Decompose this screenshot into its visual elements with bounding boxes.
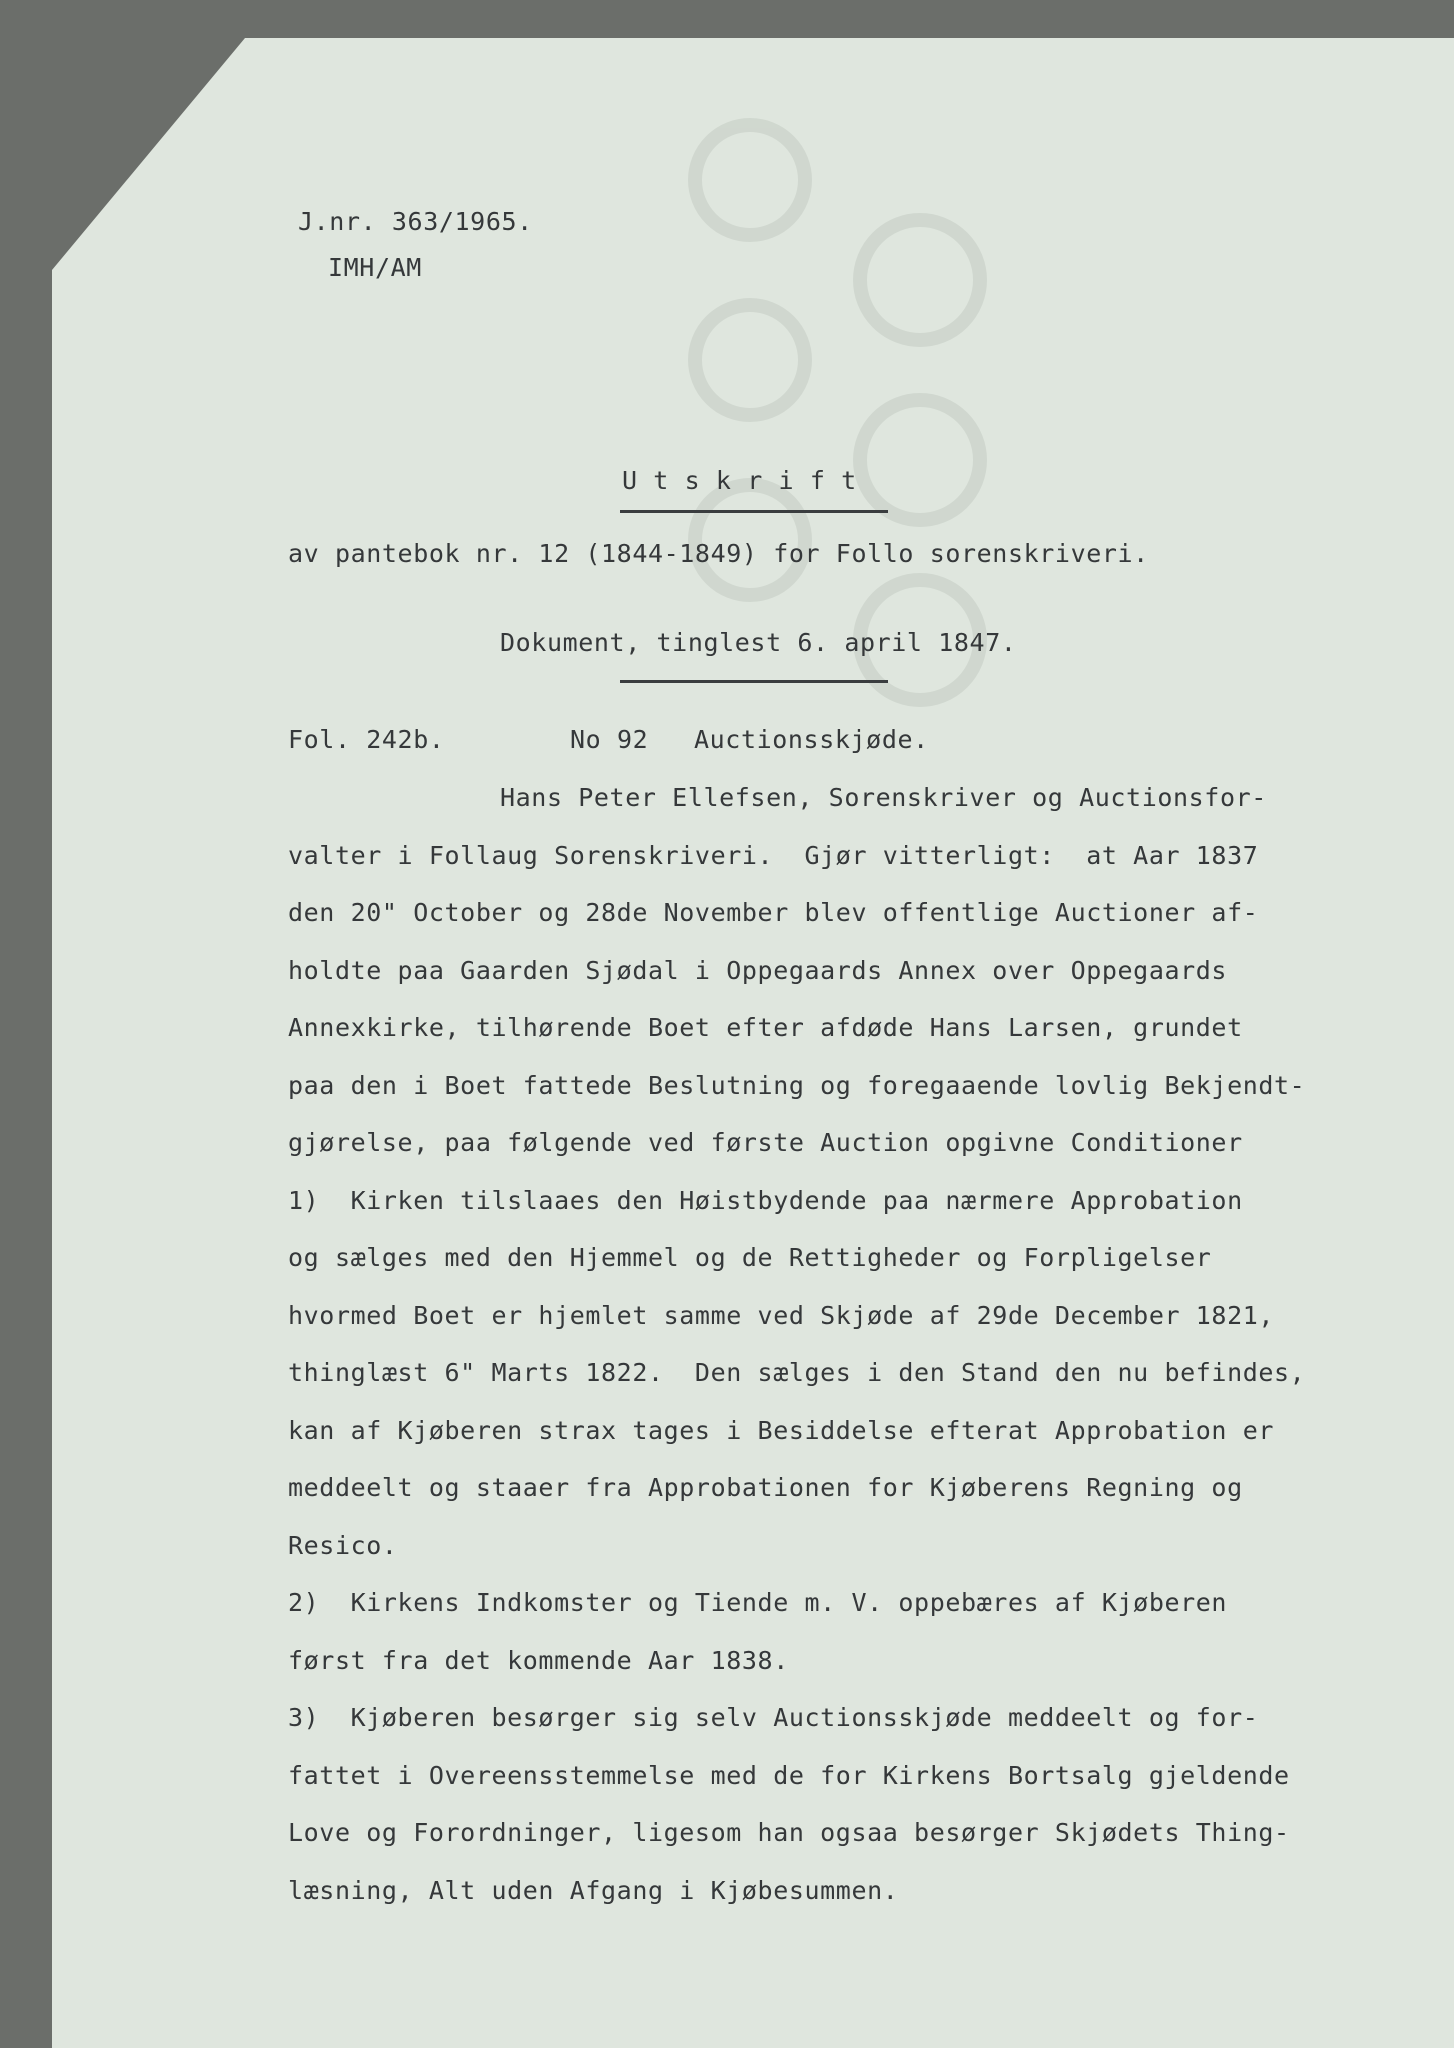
body-line: Love og Forordninger, ligesom han ogsaa besørger Skjødets Thing- (288, 1818, 1290, 1847)
heading-underline (620, 510, 888, 513)
initials: IMH/AM (328, 253, 422, 282)
body-line: 3) Kjøberen besørger sig selv Auctionsskjøde meddeelt og for- (288, 1703, 1259, 1732)
body-line: først fra det kommende Aar 1838. (288, 1646, 789, 1675)
journal-number: J.nr. 363/1965. (298, 207, 533, 236)
document-date-line: Dokument, tinglest 6. april 1847. (500, 628, 1017, 657)
document-subtitle: av pantebok nr. 12 (1844-1849) for Follo sorenskriveri. (288, 539, 1149, 568)
body-line: 2) Kirkens Indkomster og Tiende m. V. oppebæres af Kjøberen (288, 1588, 1228, 1617)
body-line: den 20" October og 28de November blev offentlige Auctioner af- (288, 898, 1259, 927)
body-line: holdte paa Gaarden Sjødal i Oppegaards Annex over Oppegaards (288, 956, 1228, 985)
body-line: Resico. (288, 1531, 398, 1560)
body-line: thinglæst 6" Marts 1822. Den sælges i den Stand den nu befindes, (288, 1358, 1306, 1387)
body-line: hvormed Boet er hjemlet samme ved Skjøde af 29de December 1821, (288, 1301, 1275, 1330)
document-heading: U t s k r i f t (622, 466, 857, 495)
entry-type: Auctionsskjøde. (694, 725, 929, 754)
body-line: valter i Follaug Sorenskriveri. Gjør vitterligt: at Aar 1837 (288, 841, 1259, 870)
body-line: paa den i Boet fattede Beslutning og foregaaende lovlig Bekjendt- (288, 1071, 1306, 1100)
body-line: Annexkirke, tilhørende Boet efter afdøde Hans Larsen, grundet (288, 1013, 1243, 1042)
body-line: meddeelt og staaer fra Approbationen for Kjøberens Regning og (288, 1473, 1243, 1502)
entry-number: No 92 (570, 725, 649, 754)
section-divider (620, 680, 888, 683)
body-line: gjørelse, paa følgende ved første Auction opgivne Conditioner (288, 1128, 1243, 1157)
body-line: Hans Peter Ellefsen, Sorenskriver og Auctionsfor- (500, 783, 1267, 812)
body-line: 1) Kirken tilslaaes den Høistbydende paa nærmere Approbation (288, 1186, 1243, 1215)
body-line: og sælges med den Hjemmel og de Rettigheder og Forpligelser (288, 1243, 1212, 1272)
folio-number: Fol. 242b. (288, 725, 445, 754)
body-line: læsning, Alt uden Afgang i Kjøbesummen. (288, 1876, 899, 1905)
body-line: fattet i Overeensstemmelse med de for Kirkens Bortsalg gjeldende (288, 1761, 1290, 1790)
body-line: kan af Kjøberen strax tages i Besiddelse efterat Approbation er (288, 1416, 1275, 1445)
